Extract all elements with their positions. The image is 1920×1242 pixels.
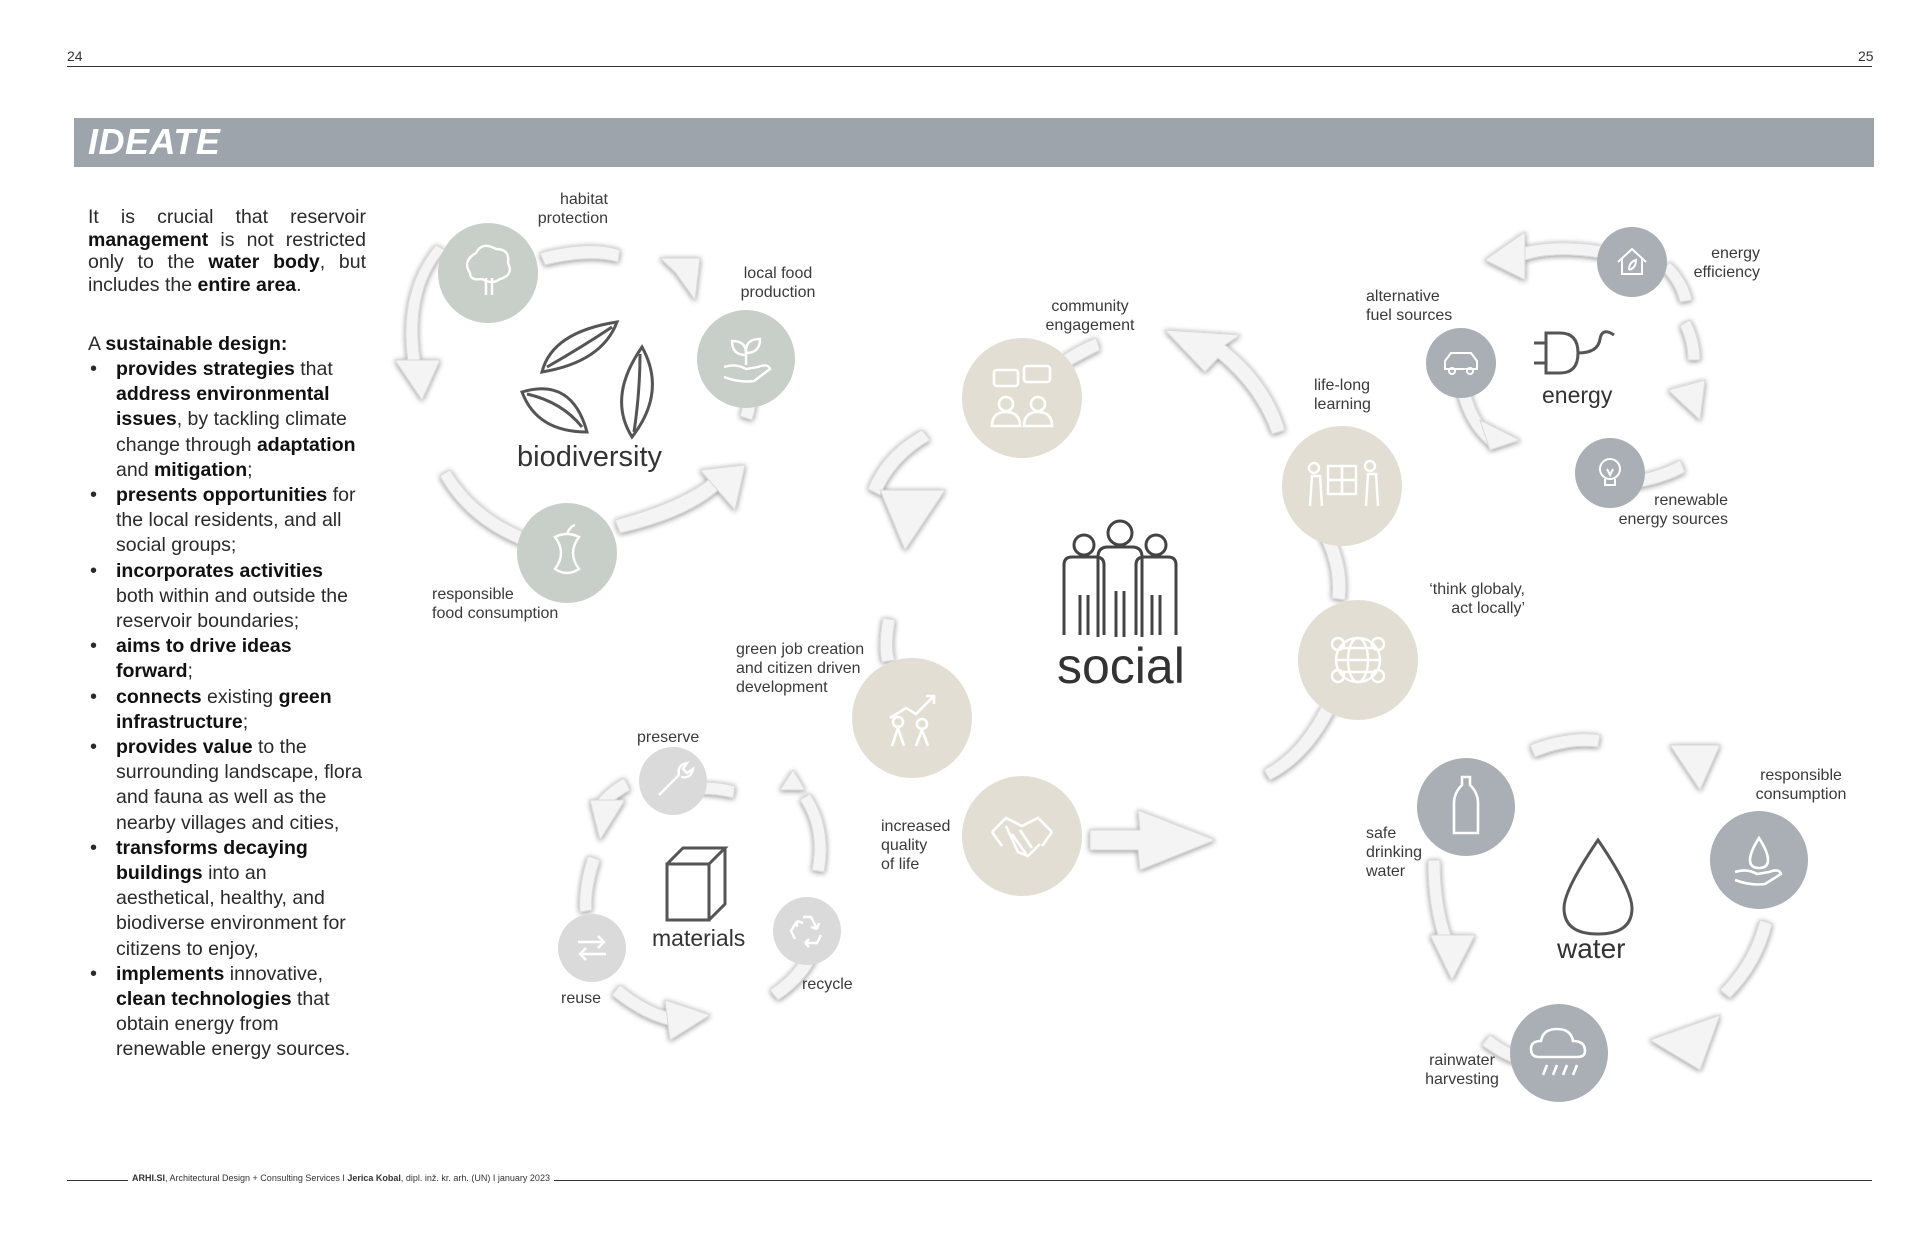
- alternative-fuel-circle: [1426, 328, 1496, 398]
- preserve-label: preserve: [637, 729, 700, 746]
- community-engagement-label: community engagement: [1045, 298, 1135, 334]
- plug-icon: [1534, 332, 1614, 373]
- quality-of-life-label: increased quality of life: [881, 818, 951, 873]
- social-title: social: [1057, 638, 1185, 694]
- water-drop-icon: [1564, 840, 1632, 934]
- safe-drinking-water-label: safe drinking water: [1366, 825, 1423, 880]
- reuse-circle: [558, 914, 626, 982]
- rainwater-harvesting-label: rainwater harvesting: [1425, 1052, 1499, 1088]
- list-item: • transforms decaying buildings into an aesthetical, healthy, and biodiverse environment for citizens to enjoy,: [116, 836, 366, 962]
- sustainable-design-lead: A sustainable design:: [88, 333, 288, 355]
- page-number-left: 24: [67, 48, 83, 64]
- renewable-energy-label: renewable energy sources: [1618, 492, 1728, 528]
- responsible-consumption-circle: [1710, 811, 1808, 909]
- intro-paragraph: It is crucial that reservoir management is not restricted only to the water body, but includes the entire area.: [88, 206, 366, 296]
- people-group-icon: [1064, 521, 1176, 637]
- list-item: • aims to drive ideas forward;: [116, 634, 366, 684]
- list-item: • provides value to the surrounding landscape, flora and fauna as well as the nearby villages and cities,: [116, 735, 366, 836]
- box-icon: [667, 848, 725, 920]
- habitat-protection-circle: [438, 223, 538, 323]
- list-item: • provides strategies that address environmental issues, by tackling climate change through adaptation and mitigation;: [116, 357, 366, 483]
- section-title: IDEATE: [88, 121, 221, 162]
- think-globaly-label: ‘think globaly, act locally’: [1429, 581, 1525, 617]
- quality-of-life-circle: [962, 776, 1082, 896]
- green-job-creation-label: green job creation and citizen driven development: [736, 641, 865, 696]
- materials-title: materials: [652, 925, 746, 951]
- page-number-right: 25: [1858, 48, 1874, 64]
- water-title: water: [1557, 933, 1626, 964]
- recycle-circle: [773, 897, 841, 965]
- life-long-learning-label: life-long learning: [1314, 377, 1371, 413]
- responsible-consumption-label: responsible consumption: [1755, 767, 1847, 803]
- leaves-icon: [522, 322, 652, 437]
- recycle-label: recycle: [802, 976, 853, 993]
- responsible-food-consumption-label: responsible food consumption: [432, 586, 559, 622]
- rainwater-harvesting-circle: [1510, 1004, 1608, 1102]
- list-item: • implements innovative, clean technologies that obtain energy from renewable energy sources.: [116, 962, 366, 1063]
- footer-credits: ARHI.SI, Architectural Design + Consulting Services I Jerica Kobal, dipl. inž. kr. arh. (UN) I january 2023: [128, 1173, 554, 1183]
- local-food-production-label: local food production: [740, 265, 816, 301]
- list-item: • incorporates activities both within and outside the reservoir boundaries;: [116, 559, 366, 635]
- reuse-label: reuse: [561, 990, 602, 1007]
- list-item: • presents opportunities for the local residents, and all social groups;: [116, 483, 366, 559]
- energy-title: energy: [1542, 382, 1613, 408]
- energy-efficiency-label: energy efficiency: [1693, 245, 1760, 281]
- alternative-fuel-label: alternative fuel sources: [1366, 288, 1453, 324]
- list-item: • connects existing green infrastructure;: [116, 685, 366, 735]
- social-cycle-arrows: [868, 330, 1346, 870]
- habitat-protection-label: habitat protection: [537, 191, 608, 227]
- community-engagement-circle: [962, 338, 1082, 458]
- biodiversity-title: biodiversity: [517, 441, 663, 473]
